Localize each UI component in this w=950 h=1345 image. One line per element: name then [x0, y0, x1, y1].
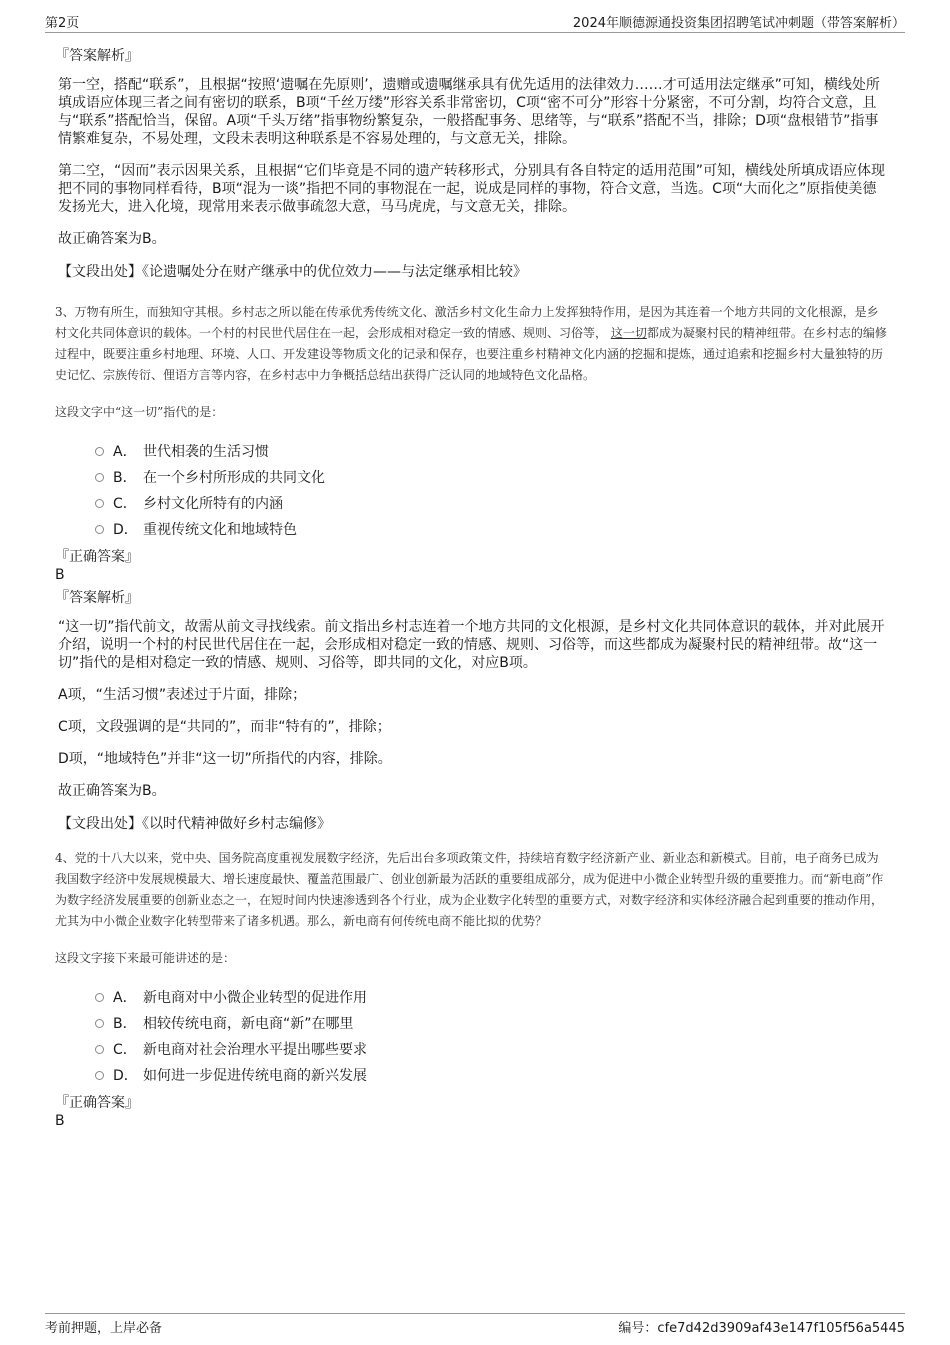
page-content: [55, 36, 890, 1130]
option-letter: D．: [113, 1068, 138, 1084]
q3-analysis-title: 『答案解析』: [55, 590, 139, 606]
q3-stem-after: 都成为凝聚村民的精神纽带。在乡村志的编修过程中，既要注重乡村地理、环境、人口、开发建设等物质文化的记录和保存，也要注重乡村精神文化内涵的挖掘和提炼，通过追索和挖掘乡村大量独特的历史记忆、宗族传衍、俚语方言等内容，在乡村志中力争概括总结出获得广泛认同的地域特色文化品格。: [55, 326, 887, 382]
page-header: [45, 10, 905, 33]
radio-icon[interactable]: [95, 525, 104, 534]
q3-correct-letter: B: [55, 567, 65, 583]
option-text: 重视传统文化和地域特色: [143, 522, 297, 538]
q4-option-c[interactable]: [95, 1036, 890, 1062]
radio-icon[interactable]: [95, 1071, 104, 1080]
q3-option-b[interactable]: [95, 464, 890, 490]
radio-icon[interactable]: [95, 447, 104, 456]
q3-analysis-paragraph-1: “这一切”指代前文，故需从前文寻找线索。前文指出乡村志连着一个地方共同的文化根源，是乡村文化共同体意识的载体，并对此展开介绍，说明一个村的村民世代居住在一起，会形成相对稳定一致的情感、规则、习俗等，而这些都成为凝聚村民的精神纽带。故“这一切”指代的是相对稳定一致的情感、规则、习俗等，即共同的文化，对应B项。: [58, 619, 885, 671]
q4-correct-title: 『正确答案』: [55, 1095, 139, 1111]
q4-options: [95, 984, 890, 1088]
option-letter: D．: [113, 522, 138, 538]
q2-analysis-paragraph-1: 第一空，搭配“联系”，且根据“按照‘遗嘱在先原则’，遗赠或遗嘱继承具有优先适用的法律效力……才可适用法定继承”可知，横线处所填成语应体现三者之间有密切的联系，B项“千丝万缕”形容关系非常密切，C项“密不可分”形容十分紧密，不可分割，均符合文意，且与“联系”搭配恰当，保留。A项“千头万绪”指事物纷繁复杂，一般搭配事务、思绪等，与“联系”搭配不当，排除；D项“盘根错节”指事情繁难复杂，不易处理，文段未表明这种联系是不容易处理的，与文意无关，排除。: [58, 77, 880, 147]
q3-source: 【文段出处】《以时代精神做好乡村志编修》: [58, 816, 331, 832]
radio-icon[interactable]: [95, 993, 104, 1002]
q3-option-a[interactable]: [95, 438, 890, 464]
radio-icon[interactable]: [95, 1045, 104, 1054]
page-footer: [45, 1313, 905, 1338]
option-letter: A．: [113, 444, 137, 460]
option-text: 乡村文化所特有的内涵: [143, 496, 283, 512]
option-letter: A．: [113, 990, 137, 1006]
document-title: 2024年顺德源通投资集团招聘笔试冲刺题（带答案解析）: [572, 15, 905, 31]
q4-option-a[interactable]: [95, 984, 890, 1010]
q3-option-d[interactable]: [95, 516, 890, 542]
option-text: 新电商对中小微企业转型的促进作用: [143, 990, 367, 1006]
document-id: 编号：cfe7d42d3909af43e147f105f56a5445: [618, 1320, 905, 1336]
option-text: 相较传统电商，新电商“新”在哪里: [143, 1016, 354, 1032]
radio-icon[interactable]: [95, 473, 104, 482]
option-text: 如何进一步促进传统电商的新兴发展: [143, 1068, 367, 1084]
q3-analysis-a: A项，“生活习惯”表述过于片面，排除；: [58, 687, 307, 703]
q3-stem: [55, 302, 890, 386]
q3-stem-underline: 这一切: [610, 326, 647, 340]
option-letter: B．: [113, 1016, 137, 1032]
option-letter: C．: [113, 496, 137, 512]
q4-correct-letter: B: [55, 1113, 65, 1129]
q3-option-c[interactable]: [95, 490, 890, 516]
q4-option-d[interactable]: [95, 1062, 890, 1088]
q2-analysis-paragraph-2: 第二空，“因而”表示因果关系，且根据“它们毕竟是不同的遗产转移形式，分别具有各自特定的适用范围”可知，横线处所填成语应体现把不同的事物同样看待，B项“混为一谈”指把不同的事物混在一起，说成是同样的事物，符合文意，当选。C项“大而化之”原指使美德发扬光大，进入化境，现常用来表示做事疏忽大意，马马虎虎，与文意无关，排除。: [58, 163, 886, 215]
radio-icon[interactable]: [95, 499, 104, 508]
q3-prompt: 这段文字中“这一切”指代的是：: [55, 405, 224, 419]
option-text: 在一个乡村所形成的共同文化: [143, 470, 325, 486]
q3-correct-title: 『正确答案』: [55, 549, 139, 565]
option-letter: B．: [113, 470, 137, 486]
q3-conclusion: 故正确答案为B。: [58, 783, 166, 799]
q2-source: 【文段出处】《论遗嘱处分在财产继承中的优位效力——与法定继承相比较》: [58, 264, 527, 280]
option-text: 世代相袭的生活习惯: [143, 444, 269, 460]
q2-analysis-title: 『答案解析』: [55, 48, 139, 64]
q2-conclusion: 故正确答案为B。: [58, 231, 166, 247]
q3-stem-before: 3、万物有所生，而独知守其根。乡村志之所以能在传承优秀传统文化、激活乡村文化生命力上发挥独特作用，是因为其连着一个地方共同的文化根源，是乡村文化共同体意识的载体。一个村的村民世代居住在一起，会形成相对稳定一致的情感、规则、习俗等，: [55, 305, 879, 340]
radio-icon[interactable]: [95, 1019, 104, 1028]
q4-stem: 4、党的十八大以来，党中央、国务院高度重视发展数字经济，先后出台多项政策文件，持续培育数字经济新产业、新业态和新模式。目前，电子商务已成为我国数字经济中发展规模最大、增长速度最快、覆盖范围最广、创业创新最为活跃的重要组成部分，成为促进中小微企业转型升级的重要推力。而“新电商”作为数字经济发展重要的创新业态之一，在短时间内快速渗透到各个行业，成为企业数字化转型的重要方式，对数字经济和实体经济融合起到重要的推动作用，尤其为中小微企业数字化转型带来了诸多机遇。那么，新电商有何传统电商不能比拟的优势？: [55, 851, 884, 928]
q4-prompt: 这段文字接下来最可能讲述的是：: [55, 951, 236, 965]
footer-slogan: 考前押题，上岸必备: [45, 1320, 163, 1336]
option-letter: C．: [113, 1042, 137, 1058]
q3-options: [95, 438, 890, 542]
q3-analysis-c: C项，文段强调的是“共同的”，而非“特有的”，排除；: [58, 719, 391, 735]
page-number: 第2页: [45, 15, 80, 31]
option-text: 新电商对社会治理水平提出哪些要求: [143, 1042, 367, 1058]
q3-analysis-d: D项，“地域特色”并非“这一切”所指代的内容，排除。: [58, 751, 392, 767]
q4-option-b[interactable]: [95, 1010, 890, 1036]
